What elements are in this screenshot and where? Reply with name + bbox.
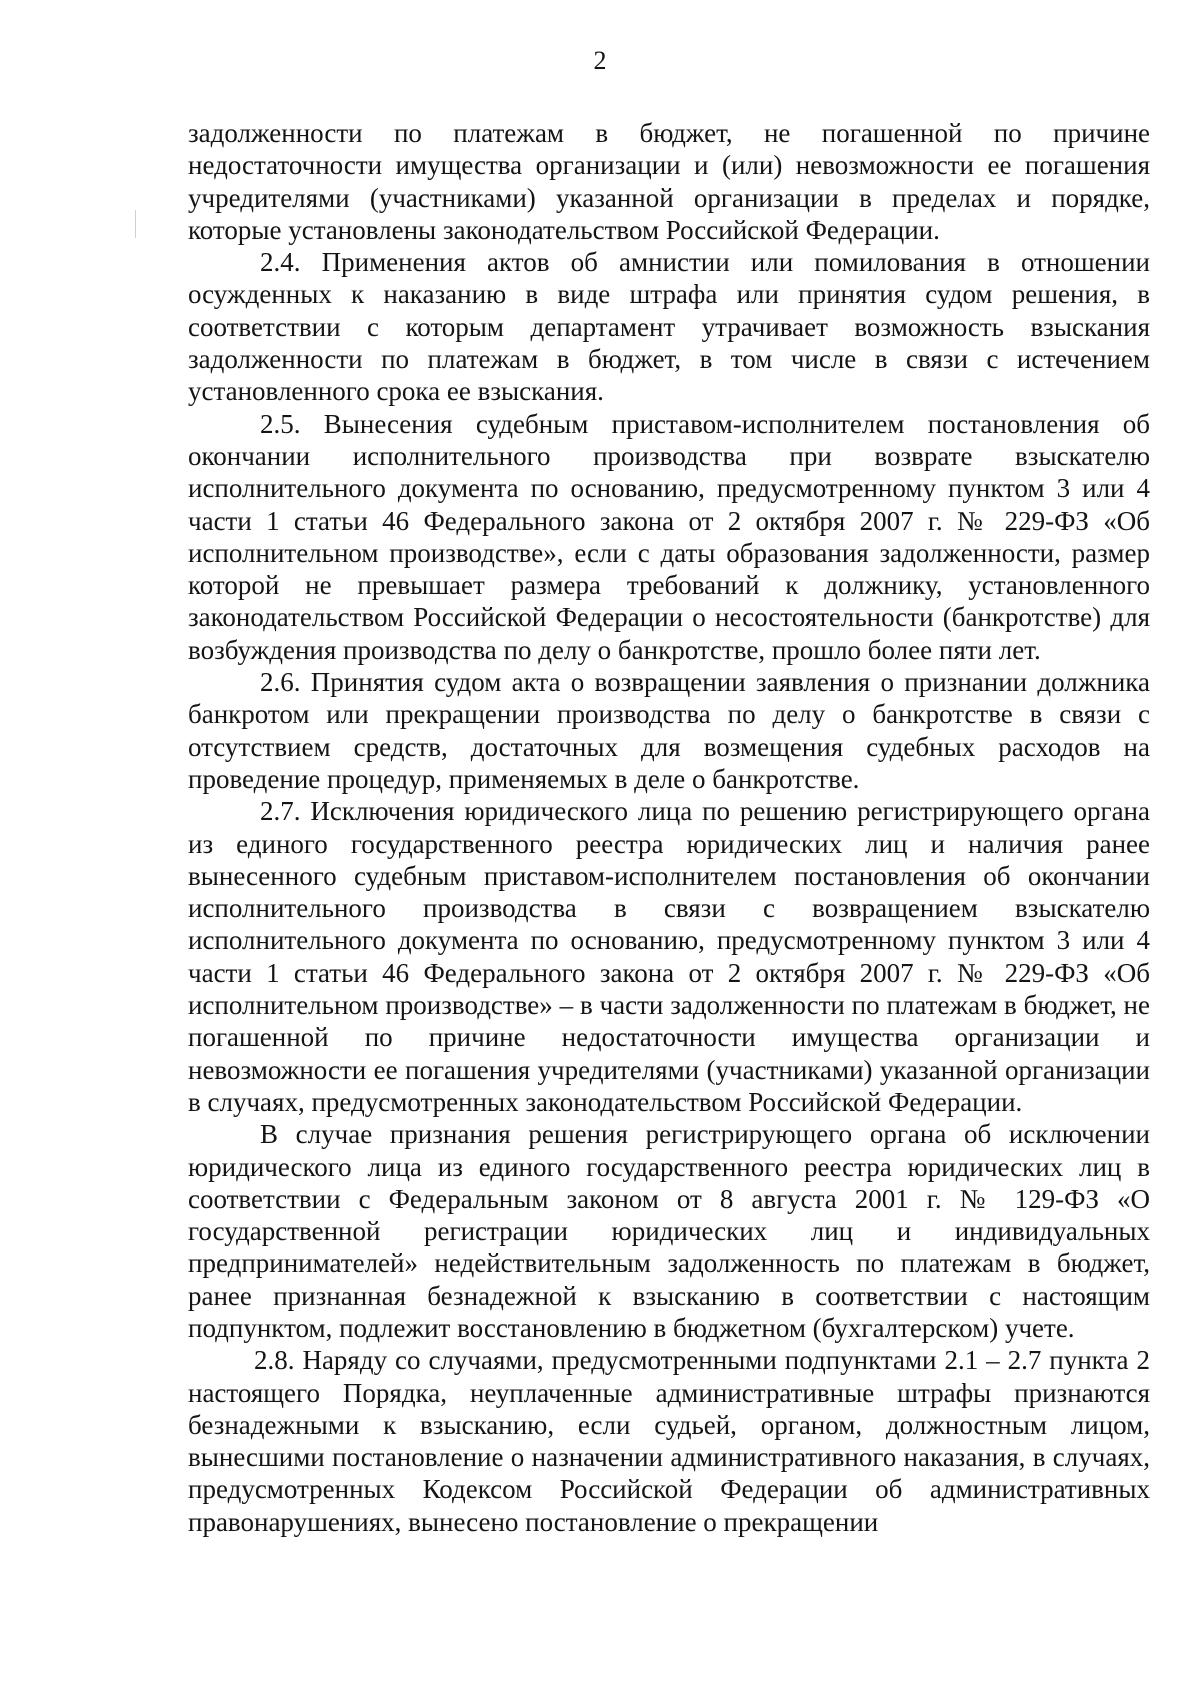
page-number: 2 [593,46,607,75]
paragraph-2-8: 2.8. Наряду со случаями, предусмотренными подпунктами 2.1 – 2.7 пункта 2 настоящего Порядка, неуплаченные административные штрафы признаются безнадежными к взысканию, если судьей, органом, должностным лицом, вынесшими постановление о назначении административного наказания, в случаях, предусмотренных Кодексом Российской Федерации об административных правонарушениях, вынесено постановление о прекращении [188,1345,1150,1537]
paragraph-2-7: 2.7. Исключения юридического лица по решению регистрирующего органа из единого государственного реестра юридических лиц и наличия ранее вынесенного судебным приставом-исполнителем постановления об окончании исполнительного производства в связи с возвращением взыскателю исполнительного документа по основанию, предусмотренному пунктом 3 или 4 части 1 статьи 46 Федерального закона от 2 октября 2007 г. № 229-ФЗ «Об исполнительном производстве» – в части задолженности по платежам в бюджет, не погашенной по причине недостаточности имущества организации и невозможности ее погашения учредителями (участниками) указанной организации в случаях, предусмотренных законодательством Российской Федерации. [188,796,1150,1117]
paragraph-2-5: 2.5. Вынесения судебным приставом-исполнителем постановления об окончании исполнительного производства при возврате взыскателю исполнительного документа по основанию, предусмотренному пунктом 3 или 4 части 1 статьи 46 Федерального закона от 2 октября 2007 г. № 229-ФЗ «Об исполнительном производстве», если с даты образования задолженности, размер которой не превышает размера требований к должнику, установленного законодательством Российской Федерации о несостоятельности (банкротстве) для возбуждения производства по делу о банкротстве, прошло более пяти лет. [188,408,1150,665]
paragraph-continuation: задолженности по платежам в бюджет, не погашенной по причине недостаточности имущества организации и (или) невозможности ее погашения учредителями (участниками) указанной организации в пределах и порядке, которые установлены законодательством Российской Федерации. [188,118,1150,245]
paragraph-2-6: 2.6. Принятия судом акта о возвращении заявления о признании должника банкротом или прекращении производства по делу о банкротстве в связи с отсутствием средств, достаточных для возмещения судебных расходов на проведение процедур, применяемых в деле о банкротстве. [188,667,1150,794]
document-body [188,117,1150,1538]
paragraph-2-4: 2.4. Применения актов об амнистии или помилования в отношении осужденных к наказанию в виде штрафа или принятия судом решения, в соответствии с которым департамент утрачивает возможность взыскания задолженности по платежам в бюджет, в том числе в связи с истечением установленного срока ее взыскания. [188,247,1150,407]
scan-mark [135,210,136,238]
paragraph-exclusion-case: В случае признания решения регистрирующего органа об исключении юридического лица из единого государственного реестра юридических лиц в соответствии с Федеральным законом от 8 августа 2001 г. № 129-ФЗ «О государственной регистрации юридических лиц и индивидуальных предпринимателей» недействительным задолженность по платежам в бюджет, ранее признанная безнадежной к взысканию в соответствии с настоящим подпунктом, подлежит восстановлению в бюджетном (бухгалтерском) учете. [188,1119,1150,1343]
